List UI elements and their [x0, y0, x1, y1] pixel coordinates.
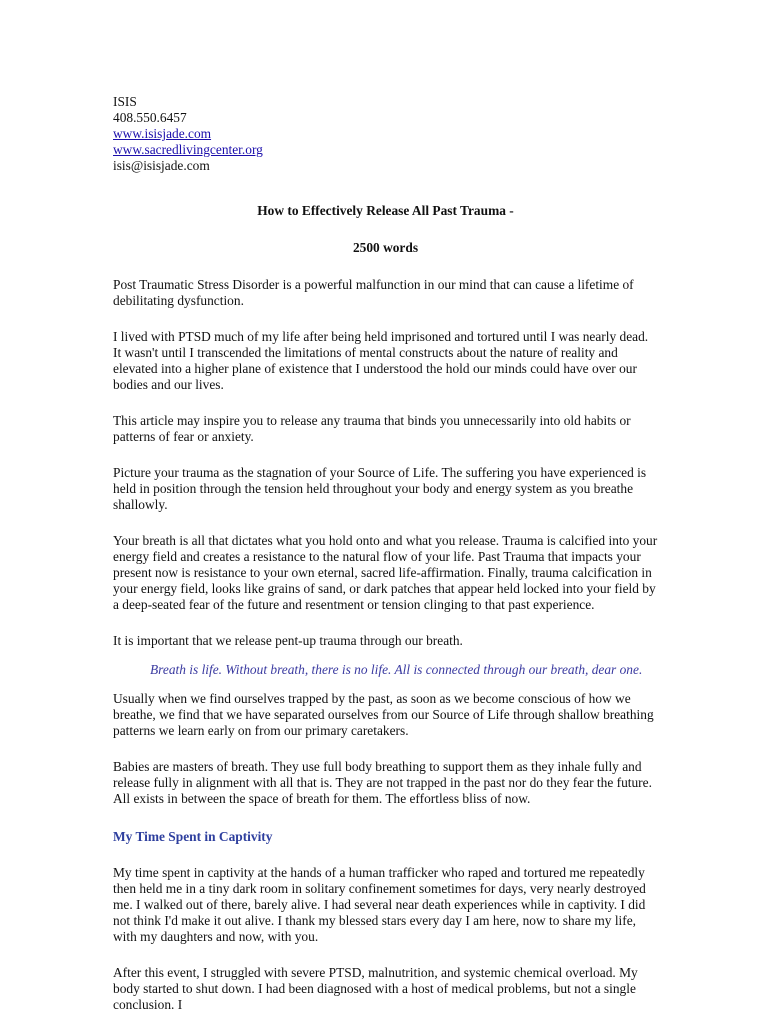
paragraph: I lived with PTSD much of my life after being held imprisoned and tortured until I was nearly dead. It wasn't until I transcended the limitations of mental constructs about the nature of reality and elevated into a higher plane of existence that I understood the hold our minds could have over our bodies and our lives.	[113, 329, 649, 392]
word-count: 2500 words	[352, 240, 419, 255]
paragraph: Your breath is all that dictates what you hold onto and what you release. Trauma is calcified into your energy field and creates a resistance to the natural flow of your life. Past Trauma that impacts your present now is resistance to your own eternal, sacred life-affirmation. Finally, trauma calcification in your energy field, looks like grains of sand, or dark patches that appear held locked into your field by a deep-seated fear of the future and resentment or tension clinging to that past experience.	[113, 533, 658, 612]
article-title: How to Effectively Release All Past Trauma -	[257, 203, 514, 218]
section-heading: My Time Spent in Captivity	[113, 829, 273, 844]
document-page	[113, 94, 658, 1013]
author-name: ISIS	[113, 94, 137, 109]
paragraph: This article may inspire you to release any trauma that binds you unnecessarily into old habits or patterns of fear or anxiety.	[113, 413, 631, 444]
paragraph: My time spent in captivity at the hands of a human trafficker who raped and tortured me repeatedly then held me in a tiny dark room in solitary confinement sometimes for days, very nearly destroyed me. I walked out of there, barely alive. I had several near death experiences while in captivity. I did not think I'd make it out alive. I thank my blessed stars every day I am here, now to share my life, with my daughters and now, with you.	[113, 865, 646, 944]
phone-number: 408.550.6457	[113, 110, 187, 125]
contact-block	[113, 94, 658, 174]
email-address: isis@isisjade.com	[113, 158, 210, 173]
paragraph: Babies are masters of breath. They use full body breathing to support them as they inhale fully and release fully in alignment with all that is. They are not trapped in the past nor do they fear the future. All exists in between the space of breath for them. The effortless bliss of now.	[113, 759, 652, 806]
paragraph: Post Traumatic Stress Disorder is a powerful malfunction in our mind that can cause a lifetime of debilitating dysfunction.	[113, 277, 634, 308]
paragraph: It is important that we release pent-up trauma through our breath.	[113, 633, 463, 648]
paragraph: After this event, I struggled with severe PTSD, malnutrition, and systemic chemical overload. My body started to shut down. I had been diagnosed with a host of medical problems, but not a single conclusion. I	[113, 965, 638, 1012]
paragraph: Usually when we find ourselves trapped by the past, as soon as we become conscious of how we breathe, we find that we have separated ourselves from our Source of Life through shallow breathing patterns we learn early on from our primary caretakers.	[113, 691, 654, 738]
paragraph: Picture your trauma as the stagnation of your Source of Life. The suffering you have experienced is held in position through the tension held throughout your body and energy system as you breathe shallowly.	[113, 465, 647, 512]
pull-quote: Breath is life. Without breath, there is no life. All is connected through our breath, dear one.	[150, 662, 643, 677]
website-link-isisjade[interactable]: www.isisjade.com	[113, 126, 212, 141]
website-link-sacredliving[interactable]: www.sacredlivingcenter.org	[113, 142, 263, 157]
